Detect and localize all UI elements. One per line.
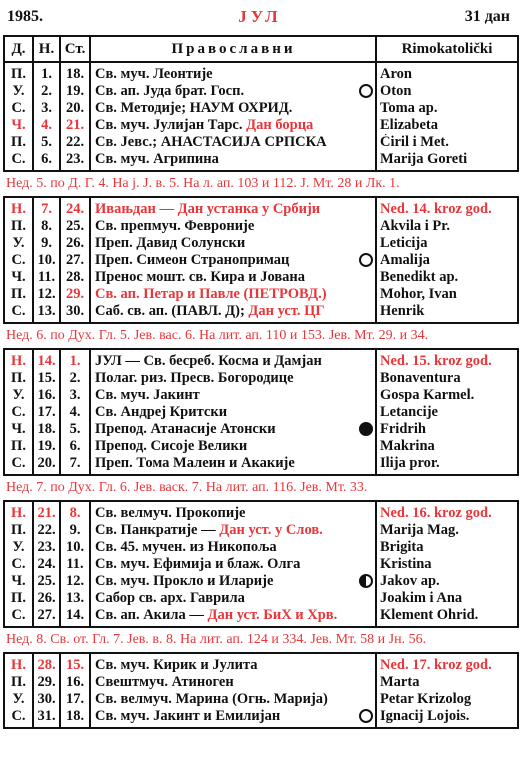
weekday-cell: Ч. <box>4 117 33 134</box>
orthodox-cell <box>90 197 376 218</box>
entry-text: Св. ап. Петар и Павле (ПЕТРОВД.) <box>95 286 327 302</box>
entry-text: Marta <box>380 674 420 690</box>
day-row <box>4 387 518 404</box>
old-date-cell: 19. <box>60 83 90 100</box>
entry-text: Akvila i Pr. <box>380 218 450 234</box>
weekday-cell: У. <box>4 691 33 708</box>
catholic-cell <box>376 590 518 607</box>
weekday-cell: У. <box>4 235 33 252</box>
entry-text: Bonaventura <box>380 370 461 386</box>
calendar-header <box>0 0 520 30</box>
new-date-cell: 8. <box>33 218 60 235</box>
new-date-cell: 27. <box>33 607 60 627</box>
old-date-cell: 28. <box>60 269 90 286</box>
new-date-cell: 13. <box>33 303 60 323</box>
catholic-cell <box>376 269 518 286</box>
first-quarter-icon <box>359 709 373 723</box>
entry-text: Ned. 14. kroz god. <box>380 201 492 217</box>
entry-text: Преп. Симеон Странопримац <box>95 252 290 268</box>
weekday-cell: Ч. <box>4 269 33 286</box>
entry-text: Ned. 16. kroz god. <box>380 505 492 521</box>
entry-text: Св. Методије; НАУМ ОХРИД. <box>95 100 293 116</box>
entry-text: Kristina <box>380 556 432 572</box>
weekday-cell: У. <box>4 539 33 556</box>
entry-text: Ned. 15. kroz god. <box>380 353 492 369</box>
entry-text: Саб. св. ап. (ПАВЛ. Д); <box>95 303 249 319</box>
week-reading-row <box>4 475 518 501</box>
entry-text: Св. муч. Агрипина <box>95 151 219 167</box>
day-row <box>4 197 518 218</box>
orthodox-cell <box>90 556 376 573</box>
old-date-cell: 29. <box>60 286 90 303</box>
catholic-cell <box>376 197 518 218</box>
new-date-cell: 28. <box>33 653 60 674</box>
new-date-cell: 1. <box>33 62 60 83</box>
orthodox-cell <box>90 303 376 323</box>
orthodox-cell <box>90 708 376 728</box>
entry-text: Oton <box>380 83 412 99</box>
weekday-cell: С. <box>4 151 33 171</box>
old-date-cell: 3. <box>60 387 90 404</box>
week-reading-text: Нед. 6. по Дух. Гл. 5. Јев. вас. 6. На лит. ап. 110 и 153. Јев. Мт. 29. и 34. <box>6 328 429 343</box>
week-reading-text: Нед. 7. по Дух. Гл. 6. Јев. васк. 7. На лит. ап. 116. Јев. Мт. 33. <box>6 480 368 495</box>
new-date-cell: 6. <box>33 151 60 171</box>
entry-text: Elizabeta <box>380 117 438 133</box>
catholic-cell <box>376 62 518 83</box>
orthodox-cell <box>90 387 376 404</box>
new-date-cell: 2. <box>33 83 60 100</box>
new-date-cell: 14. <box>33 349 60 370</box>
old-date-cell: 4. <box>60 404 90 421</box>
days-count: 31 дан <box>464 8 510 25</box>
catholic-cell <box>376 708 518 728</box>
orthodox-cell <box>90 573 376 590</box>
new-date-cell: 7. <box>33 197 60 218</box>
orthodox-cell <box>90 590 376 607</box>
entry-text: Св. ап. Јуда брат. Госп. <box>95 83 245 99</box>
orthodox-cell <box>90 252 376 269</box>
orthodox-cell <box>90 134 376 151</box>
new-date-cell: 22. <box>33 522 60 539</box>
catholic-cell <box>376 83 518 100</box>
col-header-catholic: Rimokatolički <box>376 36 518 62</box>
new-moon-icon <box>359 422 373 436</box>
weekday-cell: П. <box>4 286 33 303</box>
day-row <box>4 370 518 387</box>
weekday-cell: П. <box>4 438 33 455</box>
entry-text: Св. Панкратије — <box>95 522 220 538</box>
weekday-cell: П. <box>4 590 33 607</box>
month-title: ЈУЛ <box>238 7 282 26</box>
old-date-cell: 23. <box>60 151 90 171</box>
day-row <box>4 83 518 100</box>
week-reading-text: Нед. 8. Св. от. Гл. 7. Јев. в. 8. На лит. ап. 124 и 334. Јев. Мт. 58 и Јн. 56. <box>6 632 427 647</box>
new-date-cell: 23. <box>33 539 60 556</box>
col-header-orthodox: Православни <box>90 36 376 62</box>
entry-text: Ивањдан — Дан устанка у Србији <box>95 201 321 217</box>
old-date-cell: 10. <box>60 539 90 556</box>
orthodox-cell <box>90 117 376 134</box>
weekday-cell: Н. <box>4 197 33 218</box>
entry-text: Дан борца <box>246 117 314 133</box>
day-row <box>4 151 518 171</box>
orthodox-cell <box>90 404 376 421</box>
weekday-cell: П. <box>4 134 33 151</box>
catholic-cell <box>376 556 518 573</box>
weekday-cell: С. <box>4 100 33 117</box>
catholic-cell <box>376 653 518 674</box>
catholic-cell <box>376 349 518 370</box>
new-date-cell: 24. <box>33 556 60 573</box>
entry-text: Сабор св. арх. Гаврила <box>95 590 245 606</box>
calendar-body <box>4 36 518 728</box>
day-row <box>4 674 518 691</box>
day-row <box>4 286 518 303</box>
orthodox-cell <box>90 269 376 286</box>
orthodox-cell <box>90 691 376 708</box>
catholic-cell <box>376 404 518 421</box>
new-date-cell: 19. <box>33 438 60 455</box>
full-moon-icon <box>359 253 373 267</box>
year-label: 1985. <box>7 8 43 25</box>
entry-text: Св. Јевс.; АНАСТАСИЈА СРПСКА <box>95 134 327 150</box>
day-row <box>4 501 518 522</box>
entry-text: Toma ap. <box>380 100 438 116</box>
old-date-cell: 18. <box>60 62 90 83</box>
catholic-cell <box>376 501 518 522</box>
week-reading-row <box>4 323 518 349</box>
new-date-cell: 17. <box>33 404 60 421</box>
new-date-cell: 10. <box>33 252 60 269</box>
new-date-cell: 30. <box>33 691 60 708</box>
entry-text: ЈУЛ — Св. бесреб. Косма и Дамјан <box>95 353 322 369</box>
catholic-cell <box>376 674 518 691</box>
entry-text: Преп. Тома Малеин и Акакије <box>95 455 295 471</box>
old-date-cell: 20. <box>60 100 90 117</box>
weekday-cell: У. <box>4 387 33 404</box>
old-date-cell: 24. <box>60 197 90 218</box>
orthodox-cell <box>90 421 376 438</box>
entry-text: Mohor, Ivan <box>380 286 457 302</box>
day-row <box>4 117 518 134</box>
weekday-cell: У. <box>4 83 33 100</box>
orthodox-cell <box>90 218 376 235</box>
orthodox-cell <box>90 349 376 370</box>
entry-text: Marija Mag. <box>380 522 459 538</box>
orthodox-cell <box>90 539 376 556</box>
day-row <box>4 349 518 370</box>
old-date-cell: 25. <box>60 218 90 235</box>
old-date-cell: 14. <box>60 607 90 627</box>
new-date-cell: 20. <box>33 455 60 475</box>
day-row <box>4 539 518 556</box>
new-date-cell: 15. <box>33 370 60 387</box>
entry-text: Letancije <box>380 404 438 420</box>
day-row <box>4 522 518 539</box>
week-reading-row <box>4 171 518 197</box>
weekday-cell: С. <box>4 556 33 573</box>
entry-text: Св. велмуч. Марина (Огњ. Марија) <box>95 691 328 707</box>
entry-text: Aron <box>380 66 412 82</box>
entry-text: Henrik <box>380 303 425 319</box>
weekday-cell: П. <box>4 218 33 235</box>
weekday-cell: Н. <box>4 653 33 674</box>
entry-text: Пренос мошт. св. Кира и Јована <box>95 269 306 285</box>
day-row <box>4 455 518 475</box>
catholic-cell <box>376 134 518 151</box>
entry-text: Препод. Сисоје Велики <box>95 438 248 454</box>
old-date-cell: 22. <box>60 134 90 151</box>
weekday-cell: Н. <box>4 501 33 522</box>
new-date-cell: 29. <box>33 674 60 691</box>
orthodox-cell <box>90 100 376 117</box>
day-row <box>4 404 518 421</box>
catholic-cell <box>376 691 518 708</box>
entry-text: Препод. Атанасије Атонски <box>95 421 276 437</box>
new-date-cell: 31. <box>33 708 60 728</box>
week-reading-row <box>4 627 518 653</box>
catholic-cell <box>376 286 518 303</box>
orthodox-cell <box>90 653 376 674</box>
entry-text: Св. муч. Ефимија и блаж. Олга <box>95 556 301 572</box>
catholic-cell <box>376 573 518 590</box>
catholic-cell <box>376 218 518 235</box>
entry-text: Св. муч. Јакинт <box>95 387 200 403</box>
new-date-cell: 3. <box>33 100 60 117</box>
entry-text: Св. муч. Јакинт и Емилијан <box>95 708 281 724</box>
old-date-cell: 9. <box>60 522 90 539</box>
orthodox-cell <box>90 370 376 387</box>
weekday-cell: С. <box>4 708 33 728</box>
catholic-cell <box>376 235 518 252</box>
weekday-cell: С. <box>4 303 33 323</box>
catholic-cell <box>376 370 518 387</box>
col-header-new: Н. <box>33 36 60 62</box>
entry-text: Св. Андреј Критски <box>95 404 228 420</box>
orthodox-cell <box>90 151 376 171</box>
entry-text: Ignacij Lojois. <box>380 708 470 724</box>
entry-text: Ned. 17. kroz god. <box>380 657 492 673</box>
catholic-cell <box>376 522 518 539</box>
col-header-old: Ст. <box>60 36 90 62</box>
old-date-cell: 7. <box>60 455 90 475</box>
entry-text: Klement Ohrid. <box>380 607 479 623</box>
new-date-cell: 11. <box>33 269 60 286</box>
old-date-cell: 11. <box>60 556 90 573</box>
catholic-cell <box>376 117 518 134</box>
old-date-cell: 8. <box>60 501 90 522</box>
entry-text: Leticija <box>380 235 428 251</box>
entry-text: Jakov ap. <box>380 573 440 589</box>
old-date-cell: 12. <box>60 573 90 590</box>
entry-text: Дан уст. ЦГ <box>248 303 325 319</box>
first-quarter-icon <box>359 84 373 98</box>
entry-text: Дан уст. БиХ и Хрв. <box>207 607 338 623</box>
day-row <box>4 62 518 83</box>
catholic-cell <box>376 421 518 438</box>
week-reading-text: Нед. 5. по Д. Г. 4. На ј. Ј. в. 5. На л. ап. 103 и 112. Ј. Мт. 28 и Лк. 1. <box>6 176 400 191</box>
day-row <box>4 556 518 573</box>
orthodox-cell <box>90 455 376 475</box>
entry-text: Benedikt ap. <box>380 269 459 285</box>
entry-text: Преп. Давид Солунски <box>95 235 246 251</box>
entry-text: Fridrih <box>380 421 426 437</box>
day-row <box>4 252 518 269</box>
entry-text: Св. муч. Јулијан Тарс. <box>95 117 247 133</box>
old-date-cell: 1. <box>60 349 90 370</box>
old-date-cell: 18. <box>60 708 90 728</box>
new-date-cell: 9. <box>33 235 60 252</box>
day-row <box>4 590 518 607</box>
entry-text: Св. муч. Прокло и Иларије <box>95 573 274 589</box>
entry-text: Св. препмуч. Февроније <box>95 218 255 234</box>
orthodox-cell <box>90 235 376 252</box>
col-header-day: Д. <box>4 36 33 62</box>
entry-text: Свештмуч. Атиноген <box>95 674 234 690</box>
day-row <box>4 573 518 590</box>
entry-text: Св. велмуч. Прокопије <box>95 505 246 521</box>
old-date-cell: 27. <box>60 252 90 269</box>
entry-text: Ćiril i Met. <box>380 134 449 150</box>
day-row <box>4 653 518 674</box>
weekday-cell: Ч. <box>4 573 33 590</box>
day-row <box>4 269 518 286</box>
old-date-cell: 21. <box>60 117 90 134</box>
orthodox-cell <box>90 607 376 627</box>
orthodox-cell <box>90 286 376 303</box>
column-header-row <box>4 36 518 62</box>
weekday-cell: С. <box>4 252 33 269</box>
new-date-cell: 18. <box>33 421 60 438</box>
entry-text: Gospa Karmel. <box>380 387 475 403</box>
old-date-cell: 13. <box>60 590 90 607</box>
old-date-cell: 15. <box>60 653 90 674</box>
day-row <box>4 708 518 728</box>
new-date-cell: 26. <box>33 590 60 607</box>
catholic-cell <box>376 455 518 475</box>
orthodox-cell <box>90 674 376 691</box>
old-date-cell: 5. <box>60 421 90 438</box>
old-date-cell: 17. <box>60 691 90 708</box>
old-date-cell: 6. <box>60 438 90 455</box>
entry-text: Brigita <box>380 539 424 555</box>
day-row <box>4 235 518 252</box>
entry-text: Makrina <box>380 438 435 454</box>
entry-text: Полаг. риз. Пресв. Богородице <box>95 370 294 386</box>
day-row <box>4 607 518 627</box>
catholic-cell <box>376 539 518 556</box>
orthodox-cell <box>90 501 376 522</box>
weekday-cell: С. <box>4 607 33 627</box>
catholic-cell <box>376 607 518 627</box>
weekday-cell: П. <box>4 62 33 83</box>
catholic-cell <box>376 387 518 404</box>
day-row <box>4 438 518 455</box>
catholic-cell <box>376 438 518 455</box>
new-date-cell: 21. <box>33 501 60 522</box>
new-date-cell: 16. <box>33 387 60 404</box>
day-row <box>4 218 518 235</box>
day-row <box>4 303 518 323</box>
orthodox-cell <box>90 62 376 83</box>
weekday-cell: С. <box>4 455 33 475</box>
entry-text: Св. муч. Кирик и Јулита <box>95 657 258 673</box>
day-row <box>4 100 518 117</box>
new-date-cell: 5. <box>33 134 60 151</box>
new-date-cell: 4. <box>33 117 60 134</box>
entry-text: Св. 45. мучен. из Никопоља <box>95 539 277 555</box>
orthodox-cell <box>90 522 376 539</box>
catholic-cell <box>376 151 518 171</box>
entry-text: Petar Krizolog <box>380 691 472 707</box>
day-row <box>4 691 518 708</box>
weekday-cell: П. <box>4 674 33 691</box>
weekday-cell: Ч. <box>4 421 33 438</box>
orthodox-cell <box>90 83 376 100</box>
day-row <box>4 134 518 151</box>
entry-text: Св. ап. Акила — <box>95 607 208 623</box>
entry-text: Joakim i Ana <box>380 590 463 606</box>
catholic-cell <box>376 252 518 269</box>
last-quarter-icon <box>359 574 373 588</box>
entry-text: Marija Goreti <box>380 151 468 167</box>
new-date-cell: 25. <box>33 573 60 590</box>
weekday-cell: С. <box>4 404 33 421</box>
catholic-cell <box>376 100 518 117</box>
day-row <box>4 421 518 438</box>
old-date-cell: 26. <box>60 235 90 252</box>
weekday-cell: Н. <box>4 349 33 370</box>
entry-text: Ilija pror. <box>380 455 440 471</box>
catholic-cell <box>376 303 518 323</box>
orthodox-cell <box>90 438 376 455</box>
new-date-cell: 12. <box>33 286 60 303</box>
calendar-table <box>3 35 519 729</box>
entry-text: Amalija <box>380 252 430 268</box>
entry-text: Дан уст. у Слов. <box>219 522 323 538</box>
old-date-cell: 2. <box>60 370 90 387</box>
weekday-cell: П. <box>4 370 33 387</box>
weekday-cell: П. <box>4 522 33 539</box>
old-date-cell: 30. <box>60 303 90 323</box>
old-date-cell: 16. <box>60 674 90 691</box>
entry-text: Св. муч. Леонтије <box>95 66 213 82</box>
